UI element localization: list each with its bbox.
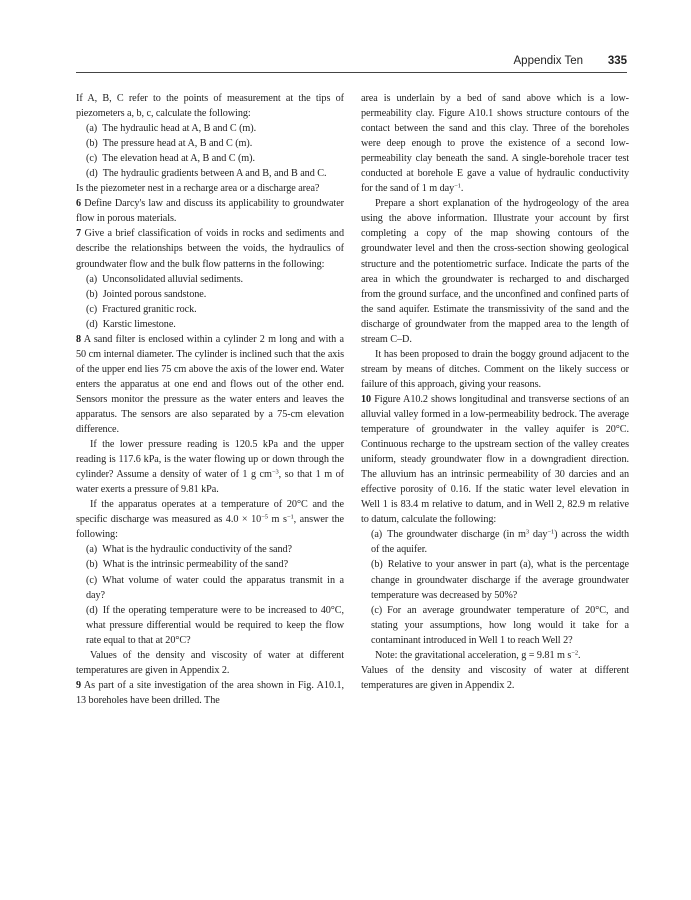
q8-item-c: (c) What volume of water could the apparatus transmit in a day? (86, 574, 344, 601)
question-text: A sand filter is enclosed within a cylinder 2 m long and with a 50 cm internal diameter. The cylinder is inclined such that the axis of the upper end lies 75 cm above the axis of the lower end. Water enters the apparatus at one end and flows out of the other end. Sensors monitor the pressure as the water enters and leaves the apparatus. The sensors are also separated by a 75-cm elevation difference. (76, 333, 344, 436)
left-column (76, 91, 344, 708)
question-6 (76, 196, 344, 226)
question-number: 10 (361, 393, 372, 405)
question-number: 9 (76, 679, 82, 691)
q5-intro: If A, B, C refer to the points of measurement at the tips of piezometers a, b, c, calculate the following: (76, 93, 344, 120)
question-8 (76, 332, 344, 437)
question-number: 8 (76, 333, 82, 345)
text-run: If the lower pressure reading is 120.5 kPa and the upper reading is 117.6 kPa, is the water flowing up or down through the cylinder? Assume a density of water of 1 g cm (76, 439, 344, 481)
question-text: As part of a site investigation of the area shown in Fig. A10.1, 13 boreholes have been drilled. The (76, 679, 344, 706)
superscript: −1 (547, 528, 555, 536)
text-run: If the apparatus operates at a temperature of 20°C and the specific discharge was measured as 4.0 × 10 (76, 499, 344, 526)
running-header (76, 55, 627, 69)
q7-item-c: (c) Fractured granitic rock. (86, 303, 197, 315)
question-7 (76, 226, 344, 271)
superscript: −3 (271, 468, 279, 476)
text-run: day (529, 529, 548, 541)
superscript: −5 (261, 513, 268, 521)
final-note: Values of the density and viscosity of water at different temperatures are given in Appendix 2. (361, 664, 629, 691)
question-text: Figure A10.2 shows longitudinal and transverse sections of an alluvial valley formed in a low-permeability bedrock. The average temperature of groundwater in the valley aquifer is 20°C. Continuous recharge to the upstream section of the valley creates uniform, steady groundwater flow in a downgradient direction. The alluvium has an intrinsic permeability of 30 darcies and an effective porosity of 0.16. If the static water level elevation in Well 1 is 83.4 m relative to datum, and in Well 2, 82.9 m relative to datum, calculate the following: (361, 393, 629, 526)
q7-item-d: (d) Karstic limestone. (86, 318, 176, 330)
q8-paragraph-4: Values of the density and viscosity of water at different temperatures are given in Appendix 2. (76, 649, 344, 676)
text-run: (a) The groundwater discharge (in m (371, 529, 526, 541)
superscript: 3 (525, 528, 530, 536)
running-title: Appendix Ten (513, 55, 583, 67)
superscript: −1 (286, 513, 294, 521)
q5-item-a: (a) The hydraulic head at A, B and C (m). (86, 123, 257, 135)
text-run: , answer the following: (76, 514, 344, 541)
q10-item-a (361, 527, 629, 557)
text-run: area is underlain by a bed of sand above which is a low-permeability clay. Figure A10.1 shows structure contours of the contact between the sand and this clay. Three of the boreholes were deep enough to prove the existence of a second low-permeability clay beneath the sand. A single-borehole tracer test conducted at borehole E gave a value of hydraulic conductivity for the sand of 1 m day (361, 93, 629, 195)
question-9 (76, 678, 344, 708)
text-run: . (460, 183, 464, 195)
question-10 (361, 392, 629, 527)
q9-paragraph-3: It has been proposed to drain the boggy ground adjacent to the stream by means of ditches. Comment on the likely success or failure of this approach, giving your reasons. (361, 348, 629, 390)
gravity-note (361, 648, 629, 663)
q8-item-b: (b) What is the intrinsic permeability of the sand? (86, 559, 289, 571)
question-text: Define Darcy's law and discuss its applicability to groundwater flow in porous materials. (76, 198, 344, 225)
text-run: m s (268, 514, 287, 526)
q9-continuation (361, 91, 629, 196)
page-number: 335 (607, 55, 627, 67)
q8-paragraph-2 (76, 437, 344, 497)
q8-item-a: (a) What is the hydraulic conductivity of the sand? (86, 544, 292, 556)
q8-paragraph-3 (76, 497, 344, 542)
q5-item-c: (c) The elevation head at A, B and C (m). (86, 153, 255, 165)
question-number: 7 (76, 228, 82, 240)
question-text: Give a brief classification of voids in rocks and sediments and describe the relationships between the voids, the hydraulics of groundwater flow and the bulk flow patterns in the following: (76, 228, 344, 270)
q10-item-b: (b) Relative to your answer in part (a), what is the percentage change in groundwater discharge if the average groundwater temperature was decreased by 50%? (371, 559, 629, 601)
q7-item-b: (b) Jointed porous sandstone. (86, 288, 207, 300)
text-run: . (578, 649, 581, 661)
q7-item-a: (a) Unconsolidated alluvial sediments. (86, 273, 243, 285)
superscript: −2 (571, 649, 579, 657)
header-rule (76, 72, 627, 73)
q10-item-c: (c) For an average groundwater temperature of 20°C, and stating your assumptions, how long would it take for a contaminant introduced in Well 1 to reach Well 2? (371, 604, 629, 646)
superscript: −1 (454, 182, 461, 190)
text-run: , so that 1 m of water exerts a pressure of 9.81 kPa. (76, 469, 344, 496)
question-number: 6 (76, 198, 82, 210)
q9-paragraph-2: Prepare a short explanation of the hydrogeology of the area using the above information. Illustrate your account by first completing a copy of the map showing contours of the groundwater level and then the cross-section showing geological structure and the potentiometric surface. Indicate the parts of the area in which the groundwater is recharged to and discharged from the ground surface, and the unconfined and confined parts of the sand aquifer. Estimate the transmissivity of the sand and the discharge of groundwater from the mapped area to the length of stream C–D. (361, 198, 629, 345)
text-run: ) across the width of the aquifer. (371, 529, 629, 556)
q5-closing: Is the piezometer nest in a recharge area or a discharge area? (76, 183, 320, 195)
q8-item-d: (d) If the operating temperature were to be increased to 40°C, what pressure differential would be required to keep the flow rate equal to that at 20°C? (86, 604, 344, 646)
q5-item-d: (d) The hydraulic gradients between A and B, and B and C. (86, 168, 327, 180)
text-run: Note: the gravitational acceleration, g = 9.81 m s (375, 649, 572, 661)
right-column (361, 91, 629, 693)
q5-item-b: (b) The pressure head at A, B and C (m). (86, 138, 253, 150)
